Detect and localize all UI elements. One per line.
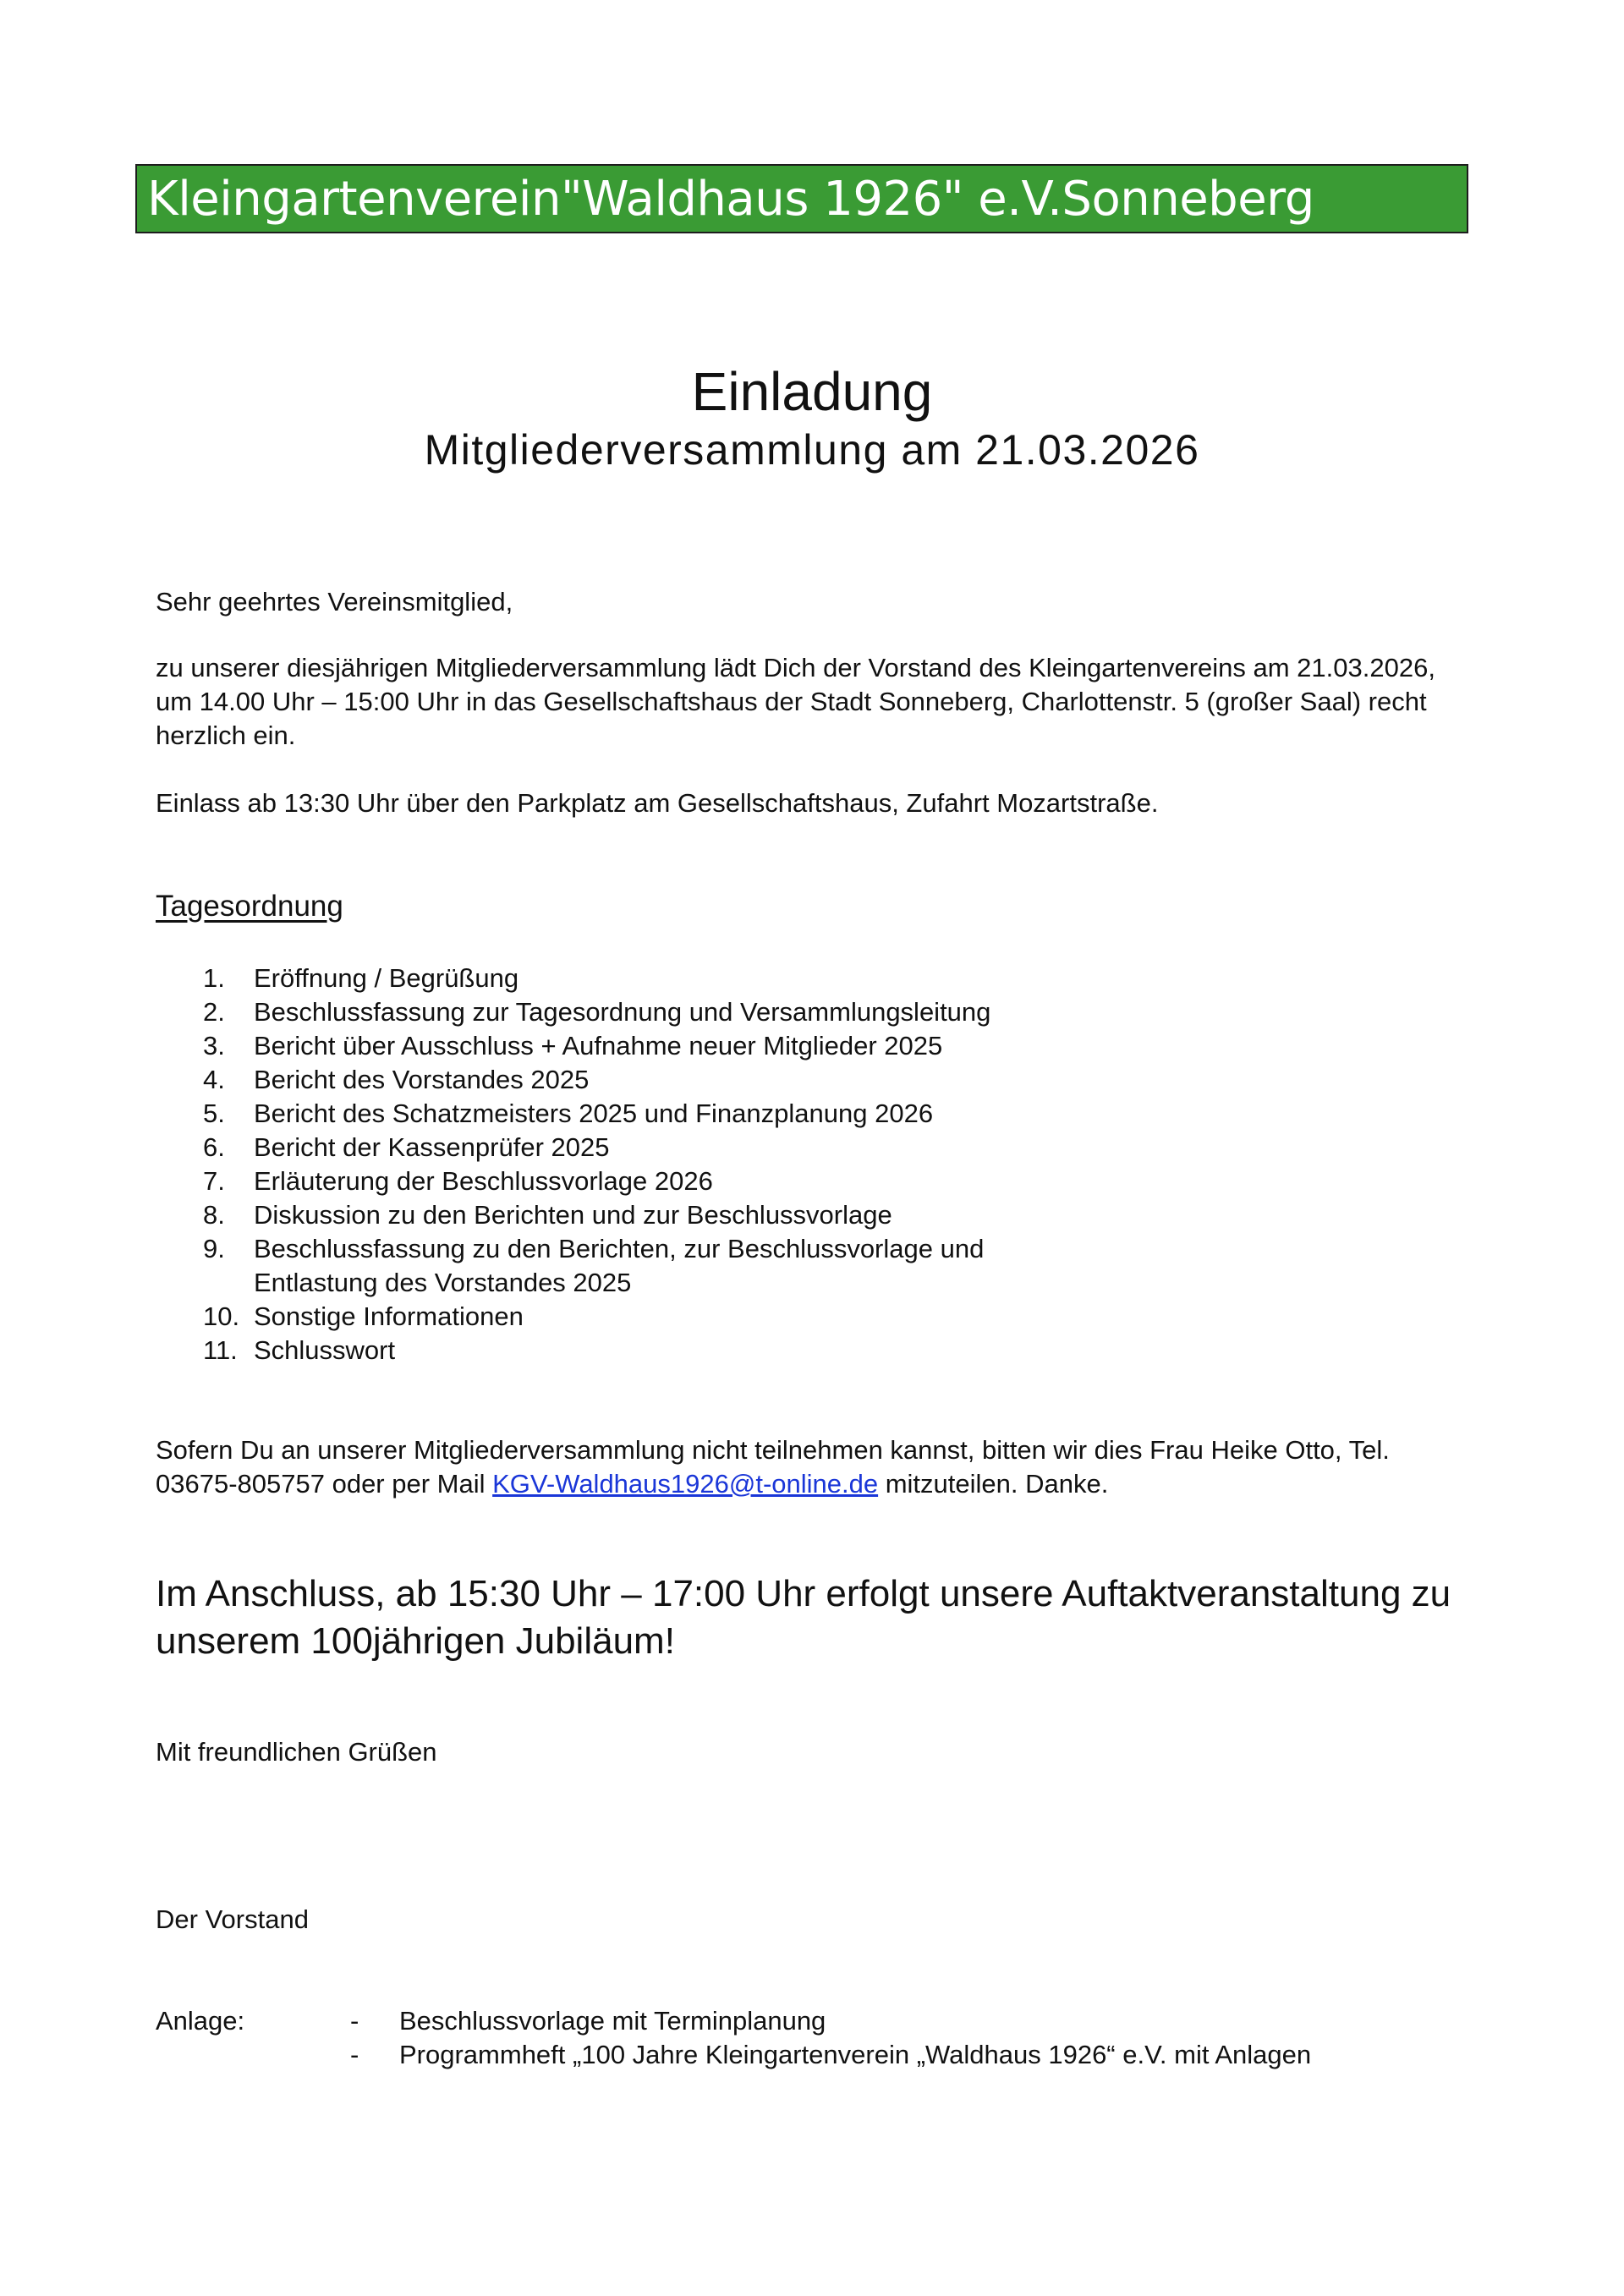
agenda-item-text: Diskussion zu den Berichten und zur Beschlussvorlage bbox=[254, 1200, 892, 1230]
agenda-item-number: 2. bbox=[203, 997, 225, 1027]
agenda-item-number: 7. bbox=[203, 1166, 225, 1196]
agenda-item-number: 4. bbox=[203, 1065, 225, 1094]
agenda-item bbox=[203, 1131, 1100, 1164]
greeting: Sehr geehrtes Vereinsmitglied, bbox=[156, 587, 513, 616]
agenda-item bbox=[203, 1300, 1100, 1334]
document-subtitle: Mitgliederversammlung am 21.03.2026 bbox=[424, 426, 1200, 474]
email-link[interactable]: KGV-Waldhaus1926@t-online.de bbox=[492, 1469, 879, 1499]
club-name-banner bbox=[135, 164, 1468, 233]
agenda-item bbox=[203, 1097, 1100, 1131]
agenda-heading: Tagesordnung bbox=[156, 890, 343, 923]
agenda-item bbox=[203, 1198, 1100, 1232]
agenda-item-number: 10. bbox=[203, 1301, 240, 1331]
document-title: Einladung bbox=[691, 361, 933, 422]
anniversary-announcement: Im Anschluss, ab 15:30 Uhr – 17:00 Uhr erfolgt unsere Auftaktveranstaltung zu unserem 100jährigen Jubiläum! bbox=[156, 1573, 1451, 1662]
agenda-item-text: Beschlussfassung zur Tagesordnung und Versammlungsleitung bbox=[254, 997, 991, 1027]
attachment-item bbox=[350, 2038, 1311, 2072]
admission-info: Einlass ab 13:30 Uhr über den Parkplatz am Gesellschaftshaus, Zufahrt Mozartstraße. bbox=[156, 788, 1159, 818]
agenda-list bbox=[203, 962, 1100, 1367]
agenda-item-text: Bericht des Vorstandes 2025 bbox=[254, 1065, 590, 1094]
agenda-item-text: Erläuterung der Beschlussvorlage 2026 bbox=[254, 1166, 713, 1196]
agenda-item-number: 8. bbox=[203, 1200, 225, 1230]
agenda-item-text: Bericht über Ausschluss + Aufnahme neuer Mitglieder 2025 bbox=[254, 1031, 943, 1060]
closing-greeting: Mit freundlichen Grüßen bbox=[156, 1737, 437, 1767]
agenda-item-number: 1. bbox=[203, 963, 225, 993]
agenda-item bbox=[203, 1164, 1100, 1198]
club-name: Kleingartenverein"Waldhaus 1926" e.V.Sonneberg bbox=[147, 172, 1314, 227]
agenda-item bbox=[203, 995, 1100, 1029]
agenda-item-text: Bericht des Schatzmeisters 2025 und Finanzplanung 2026 bbox=[254, 1099, 934, 1128]
notice-text: Sofern Du an unserer Mitgliederversammlung nicht teilnehmen kannst, bitten wir dies Frau Heike Otto, Tel. 03675-805757 oder per Mail bbox=[156, 1435, 1390, 1499]
agenda-item bbox=[203, 1063, 1100, 1097]
agenda-item-number: 5. bbox=[203, 1099, 225, 1128]
agenda-item-number: 6. bbox=[203, 1132, 225, 1162]
attachment-text: Programmheft „100 Jahre Kleingartenverein „Waldhaus 1926“ e.V. mit Anlagen bbox=[399, 2040, 1312, 2069]
agenda-item-text: Sonstige Informationen bbox=[254, 1301, 524, 1331]
agenda-item-number: 11. bbox=[203, 1335, 238, 1365]
agenda-item-text: Beschlussfassung zu den Berichten, zur Beschlussvorlage und Entlastung des Vorstandes 2025 bbox=[254, 1234, 985, 1297]
agenda-item-number: 9. bbox=[203, 1234, 225, 1263]
attachment-item bbox=[350, 2004, 1311, 2038]
attachments-list bbox=[350, 2004, 1311, 2072]
attachment-dash: - bbox=[350, 2006, 359, 2036]
attachments-label: Anlage: bbox=[156, 2006, 245, 2036]
intro-paragraph: zu unserer diesjährigen Mitgliederversammlung lädt Dich der Vorstand des Kleingartenvereins am 21.03.2026, um 14.00 Uhr – 15:00 Uhr in das Gesellschaftshaus der Stadt Sonneberg, Charlottenstr. 5 (großer Saal) recht herzlich ein. bbox=[156, 653, 1435, 750]
attachment-text: Beschlussvorlage mit Terminplanung bbox=[399, 2006, 826, 2036]
agenda-item bbox=[203, 1334, 1100, 1367]
agenda-item bbox=[203, 962, 1100, 995]
agenda-item-text: Eröffnung / Begrüßung bbox=[254, 963, 519, 993]
agenda-item bbox=[203, 1232, 1100, 1300]
absence-notice bbox=[156, 1433, 1458, 1501]
notice-text-end: mitzuteilen. Danke. bbox=[878, 1469, 1109, 1499]
agenda-item-text: Bericht der Kassenprüfer 2025 bbox=[254, 1132, 610, 1162]
agenda-item-text: Schlusswort bbox=[254, 1335, 396, 1365]
agenda-item-number: 3. bbox=[203, 1031, 225, 1060]
attachment-dash: - bbox=[350, 2040, 359, 2069]
signature: Der Vorstand bbox=[156, 1904, 309, 1934]
agenda-item bbox=[203, 1029, 1100, 1063]
